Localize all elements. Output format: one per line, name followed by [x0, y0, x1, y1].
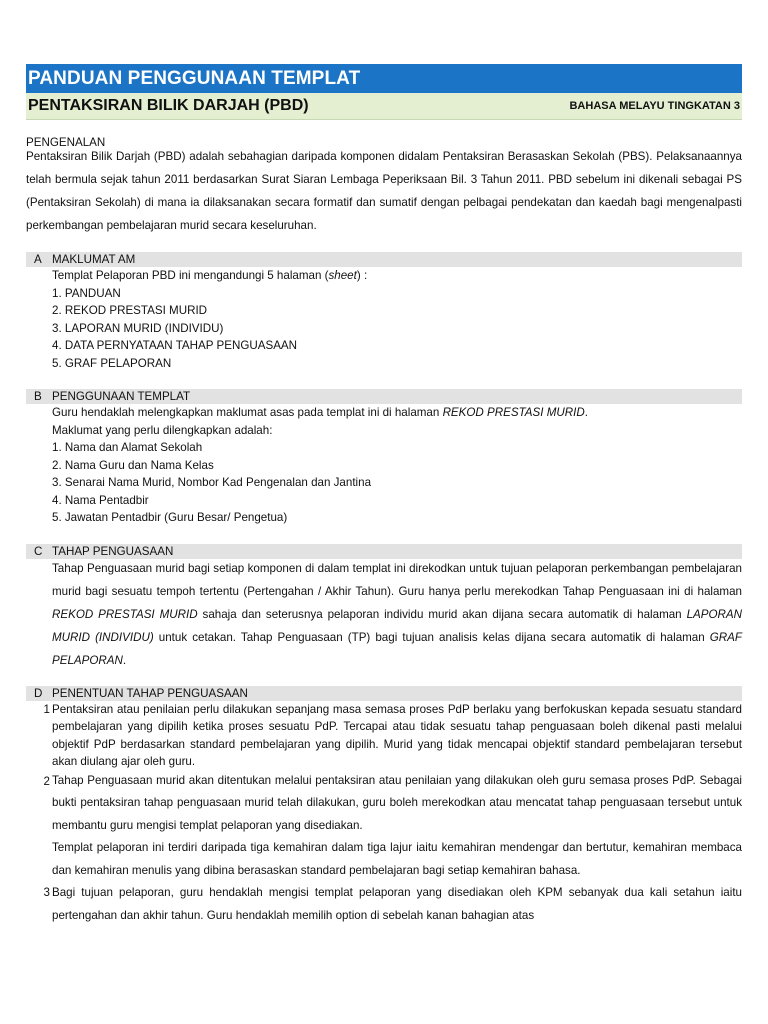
section-c-title: TAHAP PENGUASAAN [52, 544, 174, 558]
list-item: 4. DATA PERNYATAAN TAHAP PENGUASAAN [52, 339, 298, 352]
list-item: 1. Nama dan Alamat Sekolah [52, 441, 203, 454]
section-d-header [26, 686, 742, 701]
section-b-letter: B [34, 390, 42, 403]
section-d-item: 3 Bagi tujuan pelaporan, guru hendaklah mengisi templat pelaporan yang disediakan oleh KPM sebanyak dua kali setahun iaitu pertengahan dan akhir tahun. Guru hendaklah memilih option di sebelah kanan bahagian atas [43, 886, 742, 922]
section-d-item: 2 Tahap Penguasaan murid akan ditentukan melalui pentaksiran atau penilaian yang dilakukan oleh guru semasa proses PdP. Sebagai bukti pentaksiran tahap penguasaan murid telah dilakukan, guru boleh merekodkan atau mencatat tahap penguasaan tersebut untuk membantu guru mengisi templat pelaporan yang disediakan. Templat pelaporan ini terdiri daripada tiga kemahiran dalam tiga lajur iaitu kemahiran mendengar dan bertutur, kemahiran membaca dan kemahiran menulis yang dibina berasaskan standard pembelajaran bagi setiap kemahiran bahasa. [43, 773, 742, 877]
list-item: 2. Nama Guru dan Nama Kelas [52, 458, 214, 472]
section-d-item: 1 Pentaksiran atau penilaian perlu dilakukan sepanjang masa semasa proses PdP berlaku yang berfokuskan kepada sesuatu standard pembelajaran yang dipilih ketika proses sesuatu PdP. Tercapai atau tidak sesuatu tahap penguasaan boleh dikenal pasti melalui objektif PdP berdasarkan standard pembelajaran yang dipilih. Murid yang tidak mencapai objektif standard pembelajaran tersebut akan diulang ajar oleh guru. [43, 702, 742, 768]
section-c-letter: C [34, 544, 43, 558]
subject-label: BAHASA MELAYU TINGKATAN 3 [569, 100, 740, 112]
list-item: 5. Jawatan Pentadbir (Guru Besar/ Pengetua) [52, 511, 288, 524]
list-item: 3. Senarai Nama Murid, Nombor Kad Pengenalan dan Jantina [52, 476, 372, 489]
intro-text: Pentaksiran Bilik Darjah (PBD) adalah sebahagian daripada komponen didalam Pentaksiran Berasaskan Sekolah (PBS). Pelaksanaannya telah bermula sejak tahun 2011 berdasarkan Surat Siaran Lembaga Peperiksaan Bil. 3 Tahun 2011. PBD sebelum ini dikenali sebagai PS (Pentaksiran Sekolah) di mana ia dilaksanakan secara formatif dan sumatif dengan pelbagai pendekatan dan kaedah bagi mengenalpasti perkembangan pembelajaran murid secara keseluruhan. [26, 150, 742, 232]
section-b-title: PENGGUNAAN TEMPLAT [52, 390, 191, 403]
section-a-body [26, 267, 742, 372]
section-b-lead: Guru hendaklah melengkapkan maklumat asas pada templat ini di halaman REKOD PRESTASI MURID. [52, 406, 588, 419]
list-item: 3. LAPORAN MURID (INDIVIDU) [52, 321, 224, 335]
intro-heading: PENGENALAN [26, 136, 106, 149]
section-a-header [26, 252, 742, 267]
section-a-title: MAKLUMAT AM [52, 253, 136, 266]
section-b-body [26, 404, 742, 527]
section-d-body [26, 701, 742, 928]
page-title: PANDUAN PENGGUNAAN TEMPLAT [28, 67, 361, 89]
list-item: 2. REKOD PRESTASI MURID [52, 304, 208, 317]
subtitle: PENTAKSIRAN BILIK DARJAH (PBD) [28, 97, 309, 114]
section-b-list [52, 439, 742, 527]
section-d-title: PENENTUAN TAHAP PENGUASAAN [52, 686, 248, 700]
guide-sheet [26, 64, 742, 927]
list-item: 5. GRAF PELAPORAN [52, 356, 172, 370]
section-b-lead2: Maklumat yang perlu dilengkapkan adalah: [52, 423, 273, 437]
list-item: 4. Nama Pentadbir [52, 493, 149, 507]
list-item: 1. PANDUAN [52, 286, 121, 300]
subtitle-bar [26, 93, 742, 120]
section-c-text: Tahap Penguasaan murid bagi setiap komponen di dalam templat ini direkodkan untuk tujuan pelaporan perkembangan pembelajaran murid bagi sesuatu tempoh tertentu (Pertengahan / Akhir Tahun). Guru hanya perlu merekodkan Tahap Penguasaan ini di halaman REKOD PRESTASI MURID sahaja dan seterusnya pelaporan individu murid akan dijana secara automatik di halaman LAPORAN MURID (INDIVIDU) untuk cetakan. Tahap Penguasaan (TP) bagi tujuan analisis kelas dijana secara automatik di halaman GRAF PELAPORAN. [52, 561, 742, 667]
title-bar [26, 64, 742, 93]
section-b-header [26, 389, 742, 404]
section-a-lead: Templat Pelaporan PBD ini mengandungi 5 halaman (sheet) : [52, 269, 368, 282]
section-d-letter: D [34, 686, 43, 700]
section-a-list [52, 285, 742, 373]
section-a-letter: A [34, 253, 42, 266]
